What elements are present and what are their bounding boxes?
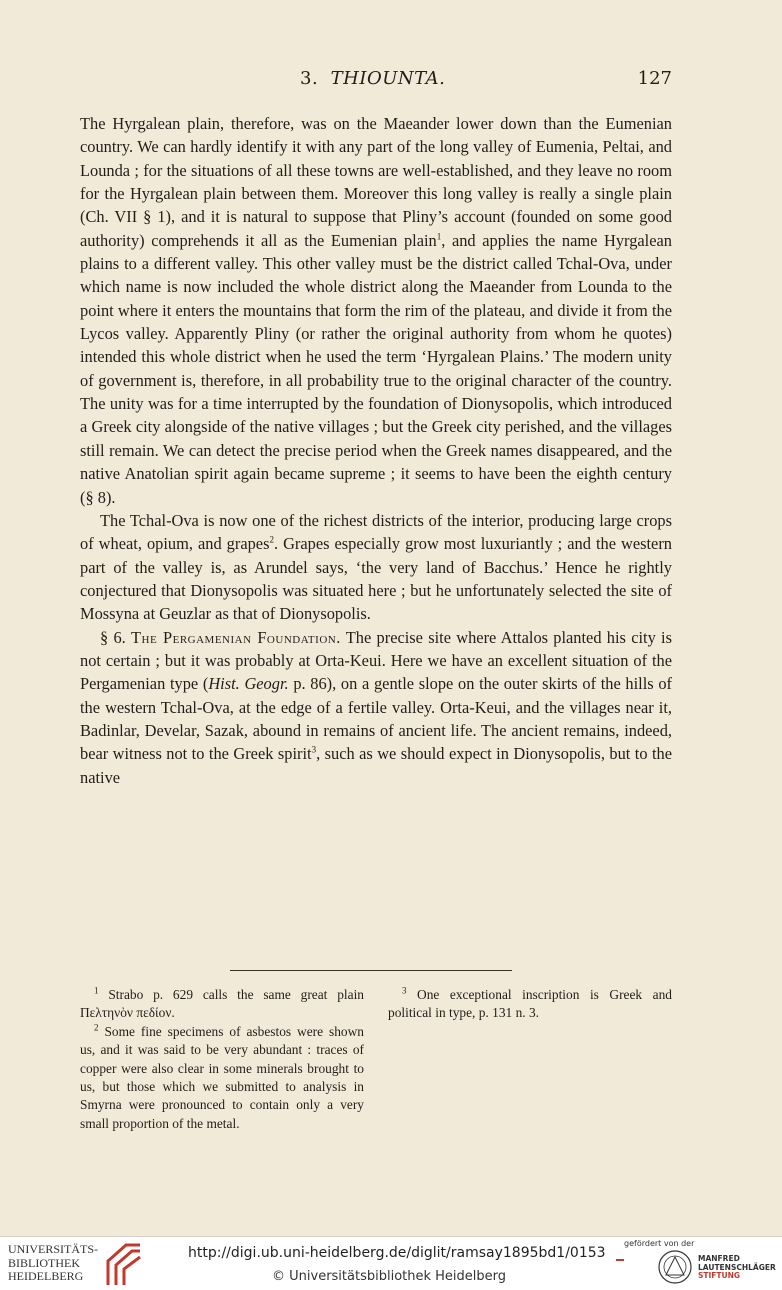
footnote-1: $^1$ Strabo p. 629 calls the same great plain Πελτηνὸν πεδίον. [80,985,364,1021]
library-footer [0,1236,782,1290]
footnote-divider [230,970,512,971]
page-number: 127 [637,68,672,89]
foundation-name: MANFRED LAUTENSCHLÄGER STIFTUNG [698,1254,776,1280]
chapter-heading: 3. THIOUNTA. [300,68,446,89]
footnote-2: $^2$ Some fine specimens of asbestos were shown us, and it was said to be very abundant : traces of copper were also clear in some minerals brought to us, but those which we submitted to analysis in Smyrna were pronounced to contain only a very small proportion of the metal. [80,1022,364,1131]
library-name: UNIVERSITÄTS- BIBLIOTHEK HEIDELBERG [8,1242,98,1283]
paragraph-tchal-ova: The Tchal-Ova is now one of the richest districts of the interior, producing large crops of wheat, opium, and grapes$^2$. Grapes especially grow most luxuriantly ; and the western part of the valley is, as Arundel says, ‘the very land of Bacchus.’ Hence he rightly conjectured that Dionysopolis was situated here ; but he unfortunately selected the site of Mossyna at Geuzlar as that of Dionysopolis. [80,510,672,624]
library-logo-icon [104,1241,144,1287]
running-header [80,68,672,92]
paragraph-hyrgalean-plain: The Hyrgalean plain, therefore, was on the Maeander lower down than the Eumenian country. We can hardly identify it with any part of the long valley of Eumenia, Peltai, and Lounda ; for the situations of all these towns are well-established, and they leave no room for the Hyrgalean plain between them. Moreover this long valley is really a single plain (Ch. VII § 1), and it is natural to suppose that Pliny’s account (founded on some good authority) comprehends it all as the Eumenian plain$^1$, and applies the name Hyrgalean plains to a different valley. This other valley must be the district called Tchal-Ova, under which name is now included the whole district along the Maeander from Lounda to the point where it enters the mountains that form the rim of the plateau, and divide it from the Lycos valley. Apparently Pliny (or rather the original authority from whom he quotes) intended this whole district when he used the term ‘Hyrgalean Plains.’ The modern unity of government is, therefore, in all probability true to the original character of the country. The unity was for a time interrupted by the foundation of Dionysopolis, which introduced a Greek city alongside of the native villages ; but the Greek city perished, and the villages still remain. We can detect the precise period when the Greek names disappeared, and the native Anatolian spirit again became supreme ; it seems to have been the eighth century (§ 8). [80,114,672,507]
footnote-column-right [388,986,672,1133]
section-number: § 6. [100,627,126,647]
accent-dash [616,1259,624,1261]
funded-by-label: gefördert von der [624,1239,695,1248]
footnote-ref-3[interactable]: 3 [311,744,317,755]
body-text [80,112,672,789]
cited-work: Hist. Geogr. [208,674,289,694]
footnote-column-left [80,986,364,1133]
footnote-ref-1[interactable]: 1 [436,231,442,242]
footnote-3: $^3$ One exceptional inscription is Greek and political in type, p. 131 n. 3. [388,985,672,1021]
footnotes [80,986,672,1133]
footnote-ref-2[interactable]: 2 [269,534,274,545]
section-heading: The Pergamenian Foundation. [131,627,341,647]
foundation-seal-icon [656,1249,694,1285]
copyright: © Universitätsbibliothek Heidelberg [272,1269,507,1284]
permalink[interactable]: http://digi.ub.uni-heidelberg.de/diglit/ramsay1895bd1/0153 [188,1245,606,1261]
paragraph-pergamenian-foundation: § 6. The Pergamenian Foundation. The precise site where Attalos planted his city is not certain ; but it was probably at Orta-Keui. Here we have an excellent situation of the Pergamenian type (Hist. Geogr. p. 86), on a gentle slope on the outer skirts of the hills of the western Tchal-Ova, at the edge of a fertile valley. Orta-Keui, and the villages near it, Badinlar, Develar, Sazak, abound in remains of ancient life. The ancient remains, indeed, bear witness not to the Greek spirit$^3$, such as we should expect in Dionysopolis, but to the native [80,627,673,787]
